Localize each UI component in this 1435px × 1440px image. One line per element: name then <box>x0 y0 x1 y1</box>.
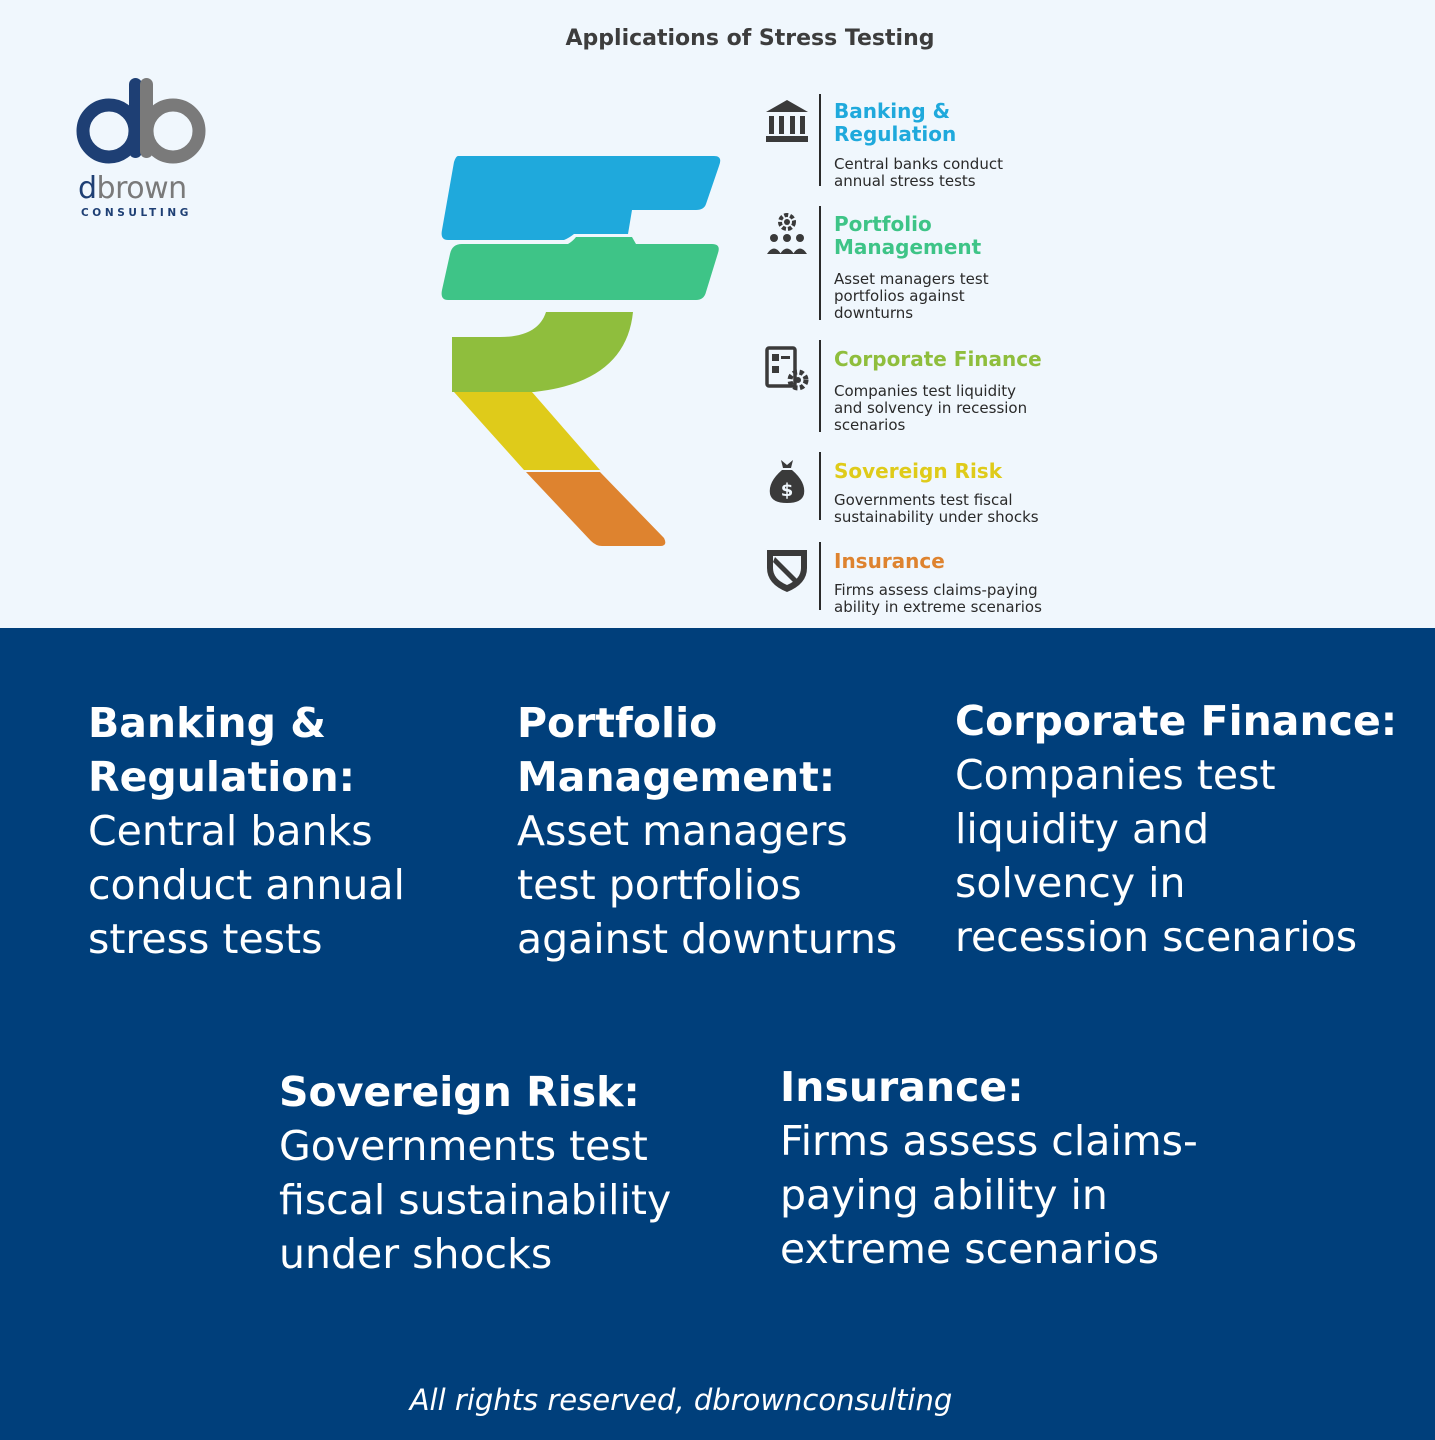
list-item <box>760 206 1080 320</box>
page-title: Applications of Stress Testing <box>565 26 935 51</box>
rupee-segment-lime <box>452 312 633 392</box>
bank-icon <box>762 96 812 146</box>
list-item <box>760 542 1080 616</box>
logo-tagline: CONSULTING <box>81 207 192 219</box>
item-name: Insurance <box>834 549 945 573</box>
rupee-segment-blue <box>442 156 721 240</box>
item-desc: sustainability under shocks <box>834 508 1039 526</box>
item-name: Corporate Finance <box>834 347 1042 371</box>
item-desc: portfolios against <box>834 287 965 305</box>
svg-text:$: $ <box>780 480 794 501</box>
summary-sovereign: Sovereign Risk: Governments test fiscal sustainability under shocks <box>279 1068 672 1278</box>
summary-band <box>0 628 1435 1440</box>
item-name: Regulation <box>834 122 957 146</box>
item-desc: scenarios <box>834 416 906 434</box>
item-desc: Central banks conduct <box>834 155 1003 173</box>
item-desc: Firms assess claims-paying <box>834 581 1038 599</box>
summary-corporate: Corporate Finance: Companies test liquidity and solvency in recession scenarios <box>955 697 1398 961</box>
rupee-segment-yellow <box>454 392 600 470</box>
company-logo <box>76 74 208 224</box>
summary-banking: Banking & Regulation: Central banks conduct annual stress tests <box>88 699 405 963</box>
item-desc: annual stress tests <box>834 172 976 190</box>
item-desc: Asset managers test <box>834 270 989 288</box>
summary-portfolio: Portfolio Management: Asset managers test portfolios against downturns <box>517 699 898 963</box>
item-desc: and solvency in recession <box>834 399 1028 417</box>
team-gear-icon <box>762 210 812 260</box>
item-name: Management <box>834 235 982 259</box>
shield-icon <box>762 544 812 594</box>
footer-copyright: All rights reserved, dbrownconsulting <box>409 1383 953 1417</box>
rupee-segment-orange <box>526 472 665 546</box>
item-name: Sovereign Risk <box>834 459 1003 483</box>
document-gear-icon <box>762 344 812 394</box>
logo-wordmark: dbrown <box>78 171 187 206</box>
list-item <box>760 94 1080 190</box>
rupee-symbol-graphic <box>436 152 726 552</box>
money-bag-icon <box>762 456 812 506</box>
item-desc: downturns <box>834 304 914 322</box>
list-item <box>760 452 1080 526</box>
item-desc: ability in extreme scenarios <box>834 598 1042 616</box>
rupee-segment-green <box>442 237 719 300</box>
item-desc: Companies test liquidity <box>834 382 1017 400</box>
list-item <box>760 340 1080 432</box>
item-desc: Governments test fiscal <box>834 491 1013 509</box>
summary-insurance: Insurance: Firms assess claims- paying ability in extreme scenarios <box>780 1063 1198 1273</box>
db-monogram-icon <box>76 74 206 169</box>
item-name: Portfolio <box>834 212 932 236</box>
item-name: Banking & <box>834 99 951 123</box>
